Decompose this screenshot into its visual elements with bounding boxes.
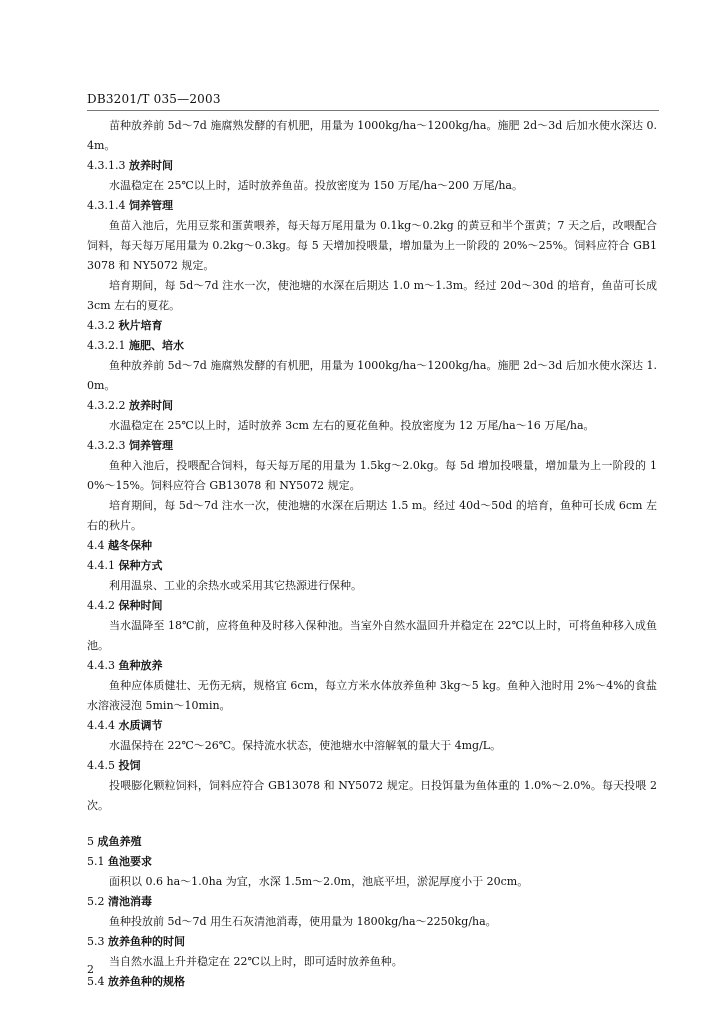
section-heading	[87, 832, 657, 852]
section-title: 放养时间	[128, 159, 173, 172]
paragraph: 鱼种放养前 5d～7d 施腐熟发酵的有机肥，用量为 1000kg/ha～1200kg/ha。施肥 2d～3d 后加水使水深达 1.0m。	[87, 359, 657, 392]
section-number: 4.3.2.3	[87, 439, 126, 452]
paragraph: 鱼种投放前 5d～7d 用生石灰清池消毒，使用量为 1800kg/ha～2250kg/ha。	[109, 915, 497, 928]
paragraph: 苗种放养前 5d～7d 施腐熟发酵的有机肥，用量为 1000kg/ha～1200kg/ha。施肥 2d～3d 后加水使水深达 0.4m。	[87, 119, 657, 152]
section-number: 4.4	[87, 539, 105, 552]
paragraph: 水温保持在 22℃～26℃。保持流水状态，使池塘水中溶解氧的量大于 4mg/L。	[109, 739, 502, 752]
section-number: 5.1	[87, 855, 105, 868]
section-number: 4.3.2.1	[87, 339, 126, 352]
section-number: 4.4.2	[87, 599, 115, 612]
section-title: 成鱼养殖	[97, 835, 142, 848]
section-heading	[87, 316, 657, 336]
section-title: 施肥、培水	[128, 339, 184, 352]
header-rule	[87, 110, 659, 111]
paragraph: 当水温降至 18℃前，应将鱼种及时移入保种池。当室外自然水温回升并稳定在 22℃以上时，可将鱼种移入成鱼池。	[87, 619, 657, 652]
section-heading	[87, 156, 657, 176]
paragraph: 培育期间，每 5d～7d 注水一次，使池塘的水深在后期达 1.0 m～1.3m。经过 20d～30d 的培育，鱼苗可长成 3cm 左右的夏花。	[87, 279, 657, 312]
section-heading	[87, 852, 657, 872]
section-heading	[87, 756, 657, 776]
page-number: 2	[87, 963, 94, 976]
section-heading	[87, 536, 657, 556]
section-title: 鱼池要求	[108, 855, 152, 868]
section-number: 5.2	[87, 895, 105, 908]
document-code-header: DB3201/T 035—2003	[87, 92, 221, 106]
section-number: 4.3.2	[87, 319, 115, 332]
section-heading	[87, 196, 657, 216]
paragraph: 当自然水温上升并稳定在 22℃以上时，即可适时放养鱼种。	[109, 955, 403, 968]
paragraph: 水温稳定在 25℃以上时，适时放养鱼苗。投放密度为 150 万尾/ha～200 万尾/ha。	[109, 179, 523, 192]
section-number: 5	[87, 835, 94, 848]
section-title: 保种方式	[118, 559, 163, 572]
section-number: 4.3.1.3	[87, 159, 126, 172]
section-number: 4.4.5	[87, 759, 115, 772]
section-title: 投饲	[118, 759, 141, 772]
section-heading	[87, 336, 657, 356]
section-title: 饲养管理	[128, 439, 173, 452]
section-title: 放养时间	[128, 399, 173, 412]
section-heading	[87, 892, 657, 912]
section-title: 饲养管理	[128, 199, 173, 212]
paragraph: 投喂膨化颗粒饲料，饲料应符合 GB13078 和 NY5072 规定。日投饵量为鱼体重的 1.0%～2.0%。每天投喂 2 次。	[87, 779, 657, 812]
section-heading	[87, 656, 657, 676]
section-heading	[87, 596, 657, 616]
section-title: 放养鱼种的时间	[108, 935, 185, 948]
paragraph: 鱼种应体质健壮、无伤无病，规格宜 6cm，每立方米水体放养鱼种 3kg～5 kg。鱼种入池时用 2%～4%的食盐水溶液浸泡 5min～10min。	[87, 679, 657, 712]
section-heading	[87, 932, 657, 952]
section-gap	[87, 816, 657, 832]
section-number: 4.4.1	[87, 559, 115, 572]
section-title: 放养鱼种的规格	[108, 975, 185, 988]
section-title: 清池消毒	[108, 895, 152, 908]
section-title: 保种时间	[118, 599, 163, 612]
section-title: 水质调节	[118, 719, 163, 732]
paragraph: 鱼种入池后，投喂配合饲料，每天每万尾的用量为 1.5kg～2.0kg。每 5d 增加投喂量，增加量为上一阶段的 10%～15%。饲料应符合 GB13078 和 NY5072 规定。	[87, 459, 657, 492]
section-heading	[87, 396, 657, 416]
paragraph: 鱼苗入池后，先用豆浆和蛋黄喂养，每天每万尾用量为 0.1kg～0.2kg 的黄豆和半个蛋黄；7 天之后，改喂配合饲料，每天每万尾用量为 0.2kg～0.3kg。每 5 天增加投喂量，增加量为上一阶段的 20%～25%。饲料应符合 GB13078 和 NY5072 规定。	[87, 219, 657, 272]
section-number: 5.4	[87, 975, 105, 988]
document-body	[87, 116, 657, 992]
section-heading	[87, 556, 657, 576]
section-heading	[87, 972, 657, 992]
section-number: 5.3	[87, 935, 105, 948]
paragraph: 利用温泉、工业的余热水或采用其它热源进行保种。	[109, 579, 362, 592]
paragraph: 水温稳定在 25℃以上时，适时放养 3cm 左右的夏花鱼种。投放密度为 12 万尾/ha～16 万尾/ha。	[109, 419, 595, 432]
section-number: 4.3.2.2	[87, 399, 126, 412]
section-title: 越冬保种	[108, 539, 152, 552]
section-title: 秋片培育	[118, 319, 163, 332]
section-number: 4.3.1.4	[87, 199, 126, 212]
section-heading	[87, 716, 657, 736]
section-number: 4.4.3	[87, 659, 115, 672]
paragraph: 培育期间，每 5d～7d 注水一次，使池塘的水深在后期达 1.5 m。经过 40d～50d 的培育，鱼种可长成 6cm 左右的秋片。	[87, 499, 657, 532]
section-number: 4.4.4	[87, 719, 115, 732]
section-heading	[87, 436, 657, 456]
paragraph: 面积以 0.6 ha～1.0ha 为宜，水深 1.5m～2.0m，池底平坦，淤泥厚度小于 20cm。	[109, 875, 529, 888]
section-title: 鱼种放养	[118, 659, 163, 672]
